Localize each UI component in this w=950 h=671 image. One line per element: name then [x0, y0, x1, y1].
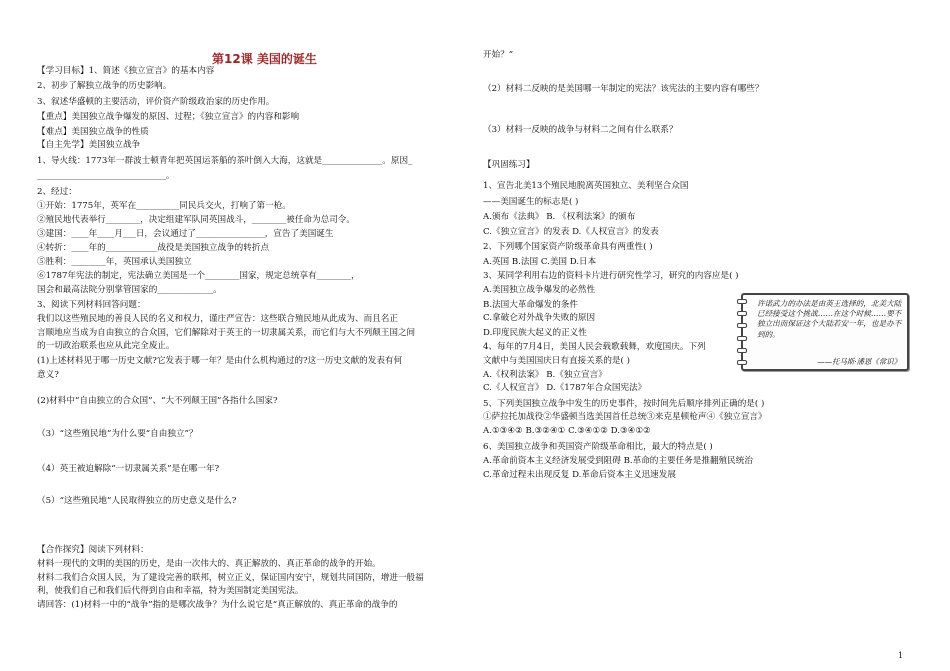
- text-line: B.法国大革命爆发的条件: [483, 300, 578, 310]
- lesson-title: 第12课 美国的诞生: [212, 52, 317, 66]
- text-line: 请回答：(1)材料一中的“战争”指的是哪次战争？为什么说它是“真正解放的、真正革命的战争的: [37, 600, 398, 610]
- text-line: 国会和最高法院分别掌管国家的_____________。: [37, 285, 222, 295]
- text-line: (2)材料中“自由独立的合众国”、“大不列颠王国”各指什么国家?: [37, 396, 278, 406]
- text-line: 2、下列哪个国家资产阶级革命具有两重性( ): [483, 242, 653, 252]
- text-line: C.《独立宣言》的发表 D.《人权宣言》的发表: [483, 227, 659, 237]
- text-line: ⑤胜利：________年，英国承认美国独立: [37, 257, 192, 267]
- text-line: 5、下列美国独立战争中发生的历史事件，按时间先后顺序排列正确的是( ): [483, 399, 765, 409]
- text-line: 【巩固练习】: [483, 160, 535, 170]
- text-line: (1)上述材料见于哪一历史文献?它发表于哪一年？是由什么机构通过的?这一历史文献的发表有何: [37, 356, 403, 366]
- text-line: 【难点】美国独立战争的性质: [37, 127, 149, 137]
- text-line: 3、某同学利用右边的资料卡片进行研究性学习，研究的内容应是( ): [483, 271, 739, 281]
- text-line: 言顺地应当成为自由独立的合众国，它们解除对于英王的一切隶属关系，而它们与大不列颠王国之间: [37, 328, 416, 338]
- text-line: 4、每年的7月4日，美国人民会载歌载舞，欢度国庆。下列: [483, 342, 706, 352]
- page-number: 1: [898, 651, 904, 660]
- text-line: （4）英王被迫解除“一切隶属关系”是在哪一年?: [37, 464, 220, 474]
- text-line: （3）“这些殖民地”为什么要“自由独立”？: [37, 429, 198, 439]
- text-line: 文献中与美国国庆日有直接关系的是( ): [483, 356, 630, 366]
- text-line: A.革命前资本主义经济发展受到阻碍 B.革命的主要任务是推翻殖民统治: [483, 456, 753, 466]
- text-line: A.①③④② B.③②④① C.③④①② D.③④①②: [483, 426, 651, 436]
- text-line: 【合作探究】阅读下列材料：: [37, 545, 149, 555]
- text-line: （5）“这些殖民地”人民取得独立的历史意义是什么?: [37, 496, 237, 506]
- text-line: 2、经过：: [37, 187, 77, 197]
- text-line: 材料一现代的文明的美国的历史，是由一次伟大的、真正解放的、真正革命的战争的开始。: [37, 559, 381, 569]
- text-line: 材料二我们合众国人民，为了建设完善的联邦，树立正义，保证国内安宁，规划共同国防，增进一般福: [37, 573, 424, 583]
- text-line: A.英国 B.法国 C.美国 D.日本: [483, 257, 597, 267]
- quote-card: [741, 293, 909, 371]
- text-line: 1、宣告北美13个殖民地脱离英国独立、美利坚合众国: [483, 181, 689, 191]
- text-line: 我们以这些殖民地的善良人民的名义和权力，谨庄严宣告：这些联合殖民地从此成为、而且名正: [37, 314, 398, 324]
- text-line: 利，使我们自己和我们后代得到自由和幸福，特为美国制定美国宪法。: [37, 586, 304, 596]
- text-line: ______________________________。: [37, 171, 175, 181]
- text-line: 意义?: [37, 370, 59, 380]
- text-line: C.拿破仑对外战争失败的原因: [483, 313, 596, 323]
- text-line: 1、导火线：1773年一群波士顿青年把英国运茶船的茶叶倒入大海，这就是______________。原因_: [37, 156, 413, 166]
- text-line: A.颁布《法典》 B. 《权利法案》的颁布: [483, 212, 636, 222]
- text-line: ②殖民地代表举行________，决定组建军队同英国战斗，________被任命为总司令。: [37, 215, 355, 225]
- text-line: D.印度民族大起义的正义性: [483, 328, 587, 338]
- quote-text: 许诺武力的办法是由英王选择的，北美大陆已经接受这个挑战……在这个时候……要不独立出而保证这个大陆若安一年，也是办不到的。: [757, 299, 902, 339]
- text-line: 【学习目标】1、简述《独立宣言》的基本内容: [37, 66, 215, 76]
- text-line: A.美国独立战争爆发的必然性: [483, 285, 596, 295]
- text-line: ①开始：1775年，英军在__________同民兵交火，打响了第一枪。: [37, 201, 291, 211]
- text-line: 3、叙述华盛顿的主要活动，评价资产阶级政治家的历史作用。: [37, 97, 275, 107]
- text-line: C.《人权宣言》 D.《1787年合众国宪法》: [483, 383, 647, 393]
- text-line: 2、初步了解独立战争的历史影响。: [37, 81, 172, 91]
- text-line: A.《权利法案》 B.《独立宣言》: [483, 370, 607, 380]
- text-line: （2）材料二反映的是美国哪一年制定的宪法？该宪法的主要内容有哪些？: [483, 84, 764, 94]
- quote-source: ——托马斯·潘恩《常识》: [817, 357, 901, 366]
- text-line: ③建国：____年____月___日，会议通过了________________，宣告了美国诞生: [37, 229, 334, 239]
- text-line: 开始？”: [483, 50, 514, 60]
- text-line: （3）材料一反映的战争与材料二之间有什么联系？: [483, 125, 678, 135]
- text-line: 【重点】美国独立战争爆发的原因、过程；《独立宣言》的内容和影响: [37, 112, 300, 122]
- text-line: C.革命过程未出现反复 D.革命后资本主义迅速发展: [483, 470, 676, 480]
- text-line: 6、美国独立战争和英国资产阶级革命相比，最大的特点是( ): [483, 442, 713, 452]
- text-line: ④转折：____年的____________战役是美国独立战争的转折点: [37, 243, 270, 253]
- text-line: 【自主先学】美国独立战争: [37, 140, 141, 150]
- text-line: 3、阅读下列材料回答问题：: [37, 300, 146, 310]
- text-line: ⑥1787年宪法的制定，宪法确立美国是一个________国家，规定总统享有________，: [37, 271, 360, 281]
- text-line: 的一切政治联系也应从此完全废止。: [37, 341, 175, 351]
- text-line: ——美国诞生的标志是( ): [483, 197, 579, 207]
- binder-rings: [737, 299, 747, 365]
- text-line: ①萨拉托加战役②华盛顿当选美国首任总统③来克星顿枪声④《独立宣言》: [483, 412, 767, 422]
